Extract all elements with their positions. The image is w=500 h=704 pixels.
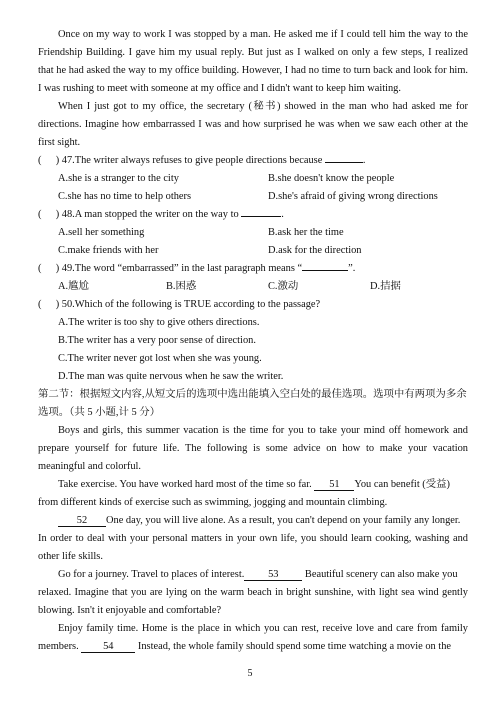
answer-paren-open: (: [38, 209, 42, 220]
section2-p1-line1: Boys and girls, this summer vacation is the time for you to take your mind off homework and: [58, 425, 468, 436]
option-50-a: A.The writer is too shy to give others directions.: [58, 317, 260, 328]
option-48-a: A.sell her something: [58, 227, 145, 238]
section2-p3-line3: other life skills.: [38, 551, 103, 562]
blank-52: 52: [58, 515, 106, 527]
answer-paren-close: ): [55, 299, 60, 310]
option-50-d: D.The man was quite nervous when he saw the writer.: [58, 371, 284, 382]
section2-p5-line1: Enjoy family time. Home is the place in which you can rest, receive love and care from family: [58, 623, 468, 634]
option-49-a: A.尴尬: [58, 281, 89, 292]
blank-51: 51: [314, 479, 354, 491]
blank-54: 54: [81, 641, 135, 653]
answer-paren-open: (: [38, 263, 42, 274]
answer-paren-close: ): [55, 155, 60, 166]
section2-p3-line2: In order to deal with your personal matters in your own life, you should learn cooking, washing and: [38, 533, 468, 544]
section2-p5-line2: members. 54 Instead, the whole family should spend some time watching a movie on the: [38, 641, 452, 652]
option-49-d: D.拮据: [370, 281, 401, 292]
question-stem: 48.A man stopped the writer on the way to: [61, 209, 239, 220]
question-end: .: [362, 155, 366, 166]
option-47-d: D.she's afraid of giving wrong directions: [268, 191, 438, 202]
question-49: [38, 262, 468, 276]
section-heading-line2: 选项。（共 5 小题,计 5 分）: [38, 407, 161, 418]
passage-p2-line1: When I just got to my office, the secretary (秘书) showed in the man who had asked me for: [58, 101, 468, 112]
option-50-b: B.The writer has a very poor sense of direction.: [58, 335, 256, 346]
answer-paren-open: (: [38, 155, 42, 166]
page-number: 5: [247, 668, 253, 679]
option-49-c: C.激动: [268, 281, 299, 292]
section2-p3-line1: 52 One day, you will live alone. As a result, you can't depend on your family any longer.: [58, 514, 468, 528]
option-48-d: D.ask for the direction: [268, 245, 362, 256]
question-end: .: [281, 209, 284, 220]
passage-p2-line2: directions. Imagine how embarrassed I was and how surprised he was when we saw each other at the: [38, 119, 468, 130]
question-48: [38, 208, 468, 222]
answer-paren-close: ): [55, 263, 60, 274]
option-50-c: C.The writer never got lost when she was young.: [58, 353, 262, 364]
answer-blank: [302, 270, 348, 271]
section2-p1-line3: meaningful and colorful.: [38, 461, 142, 472]
question-end: ”.: [348, 263, 356, 274]
option-47-a: A.she is a stranger to the city: [58, 173, 179, 184]
question-47: [38, 154, 468, 168]
section2-p2-line2: from different kinds of exercise such as swimming, jogging and mountain climbing.: [38, 497, 388, 508]
option-48-b: B.ask her the time: [268, 227, 344, 238]
option-48-c: C.make friends with her: [58, 245, 159, 256]
passage-p1-line4: I was rushing to meet with someone at my office and I didn't want to keep him waiting.: [38, 83, 401, 94]
answer-paren-close: ): [55, 209, 60, 220]
passage-p1-line3: that he had asked the way to my office building. However, I had no time to turn back and look for him.: [38, 65, 468, 76]
section2-p4-line3: blowing. Isn't it enjoyable and comfortable?: [38, 605, 222, 616]
question-stem: 49.The word “embarrassed” in the last paragraph means “: [61, 263, 303, 274]
section-heading-line1: 第二节：根据短文内容,从短文后的选项中选出能填入空白处的最佳选项。选项中有两项为多余: [38, 389, 467, 400]
section2-p2-line1: Take exercise. You have worked hard most of the time so far. 51 You can benefit (受益): [58, 479, 451, 490]
passage-p1-line2: Friendship Building. I gave him my usual reply. But just as I walked on only a few steps, I realized: [38, 47, 468, 58]
option-49-b: B.困惑: [166, 281, 197, 292]
question-stem: 47.The writer always refuses to give people directions because: [61, 155, 323, 166]
option-47-b: B.she doesn't know the people: [268, 173, 395, 184]
answer-blank: [241, 216, 281, 217]
question-50: [38, 298, 468, 312]
option-47-c: C.she has no time to help others: [58, 191, 192, 202]
section2-p4-line2: relaxed. Imagine that you are lying on the warm beach in bright sunshine, with light sea wind gently: [38, 587, 468, 598]
passage-p1-line1: Once on my way to work I was stopped by a man. He asked me if I could tell him the way to the: [58, 29, 468, 40]
answer-paren-open: (: [38, 299, 42, 310]
blank-53: 53: [244, 569, 302, 581]
section2-p1-line2: prepare yourself for future life. The following is some advice on how to make your vacation: [38, 443, 468, 454]
answer-blank: [325, 162, 363, 163]
passage-p2-line3: first sight.: [38, 137, 81, 148]
question-stem: 50.Which of the following is TRUE according to the passage?: [61, 299, 321, 310]
section2-p4-line1: Go for a journey. Travel to places of interest. 53 Beautiful scenery can also make you: [58, 569, 458, 580]
